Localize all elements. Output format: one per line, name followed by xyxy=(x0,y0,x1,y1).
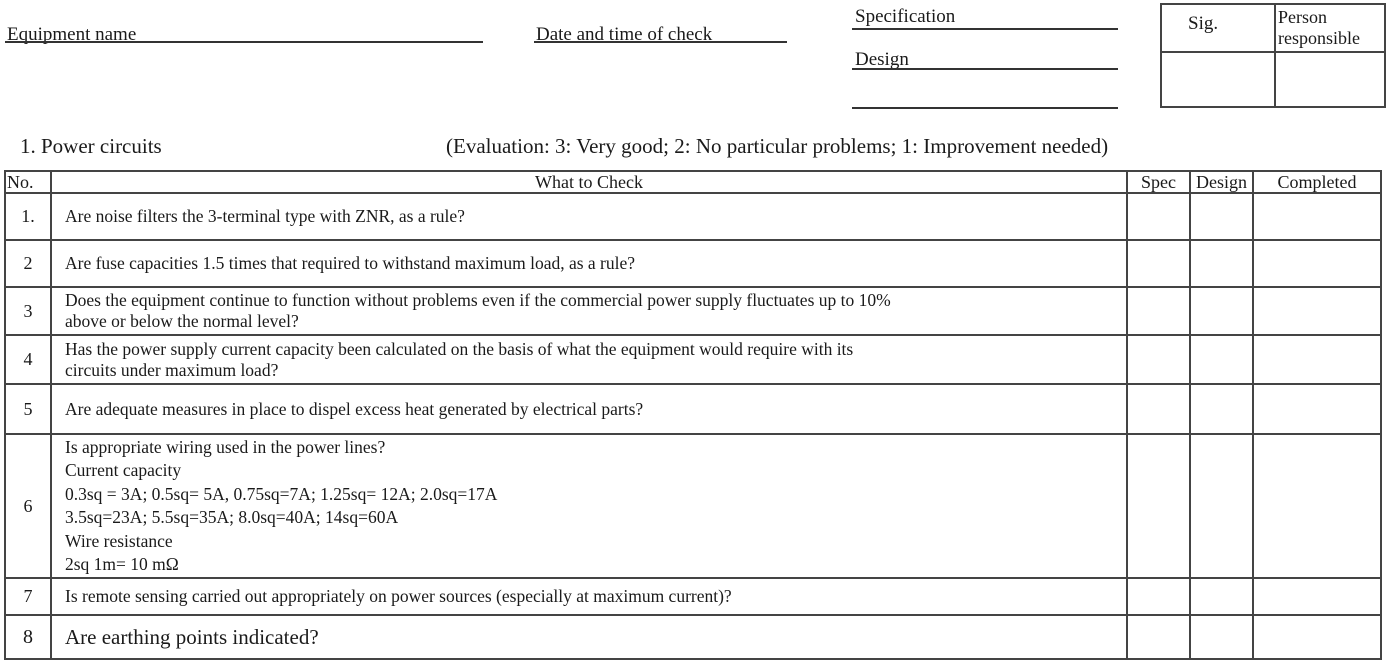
spec-cell[interactable] xyxy=(1127,287,1190,335)
check-question xyxy=(51,240,1127,287)
row-number: 2 xyxy=(5,240,51,287)
spec-cell[interactable] xyxy=(1127,193,1190,240)
completed-cell[interactable] xyxy=(1253,193,1381,240)
question-line: Are noise filters the 3-terminal type with ZNR, as a rule? xyxy=(65,206,465,226)
table-row xyxy=(5,615,1381,659)
table-row xyxy=(5,384,1381,434)
table-row xyxy=(5,240,1381,287)
table-row xyxy=(5,287,1381,335)
design-cell[interactable] xyxy=(1190,193,1253,240)
check-question xyxy=(51,434,1127,578)
row-number: 6 xyxy=(5,434,51,578)
column-header-no: No. xyxy=(5,171,51,193)
question-line: Are adequate measures in place to dispel excess heat generated by electrical parts? xyxy=(65,398,644,419)
question-line: Are earthing points indicated? xyxy=(65,624,319,649)
person-responsible-cell[interactable] xyxy=(1276,52,1384,106)
table-row xyxy=(5,193,1381,240)
date-time-field[interactable] xyxy=(534,41,787,43)
spec-cell[interactable] xyxy=(1127,384,1190,434)
check-question xyxy=(51,193,1127,240)
spec-cell[interactable] xyxy=(1127,434,1190,578)
design-cell[interactable] xyxy=(1190,578,1253,615)
spec-cell[interactable] xyxy=(1127,615,1190,659)
check-question xyxy=(51,335,1127,384)
design-cell[interactable] xyxy=(1190,287,1253,335)
row-number: 8 xyxy=(5,615,51,659)
column-header-spec: Spec xyxy=(1127,171,1190,193)
row-number: 1. xyxy=(5,193,51,240)
spec-cell[interactable] xyxy=(1127,335,1190,384)
completed-cell[interactable] xyxy=(1253,335,1381,384)
question-line: 3.5sq=23A; 5.5sq=35A; 8.0sq=40A; 14sq=60A xyxy=(65,507,399,527)
check-question xyxy=(51,287,1127,335)
completed-cell[interactable] xyxy=(1253,240,1381,287)
signature-box xyxy=(1160,3,1386,108)
section-title: 1. Power circuits xyxy=(20,134,162,158)
check-question xyxy=(51,384,1127,434)
row-number: 5 xyxy=(5,384,51,434)
check-question xyxy=(51,615,1127,659)
evaluation-note: (Evaluation: 3: Very good; 2: No particular problems; 1: Improvement needed) xyxy=(446,134,1109,158)
row-number: 7 xyxy=(5,578,51,615)
question-line: Is remote sensing carried out appropriately on power sources (especially at maximum current)? xyxy=(65,586,732,606)
question-line: Does the equipment continue to function without problems even if the commercial power supply fluctuates up to 10% xyxy=(65,290,891,310)
question-line: Current capacity xyxy=(65,460,182,480)
column-header-completed: Completed xyxy=(1253,171,1381,193)
design-label: Design xyxy=(855,49,909,70)
check-table xyxy=(4,170,1382,660)
table-header-row xyxy=(5,171,1381,193)
extra-field[interactable] xyxy=(852,107,1118,109)
equipment-name-field[interactable] xyxy=(5,41,483,43)
question-line: circuits under maximum load? xyxy=(65,359,279,380)
spec-cell[interactable] xyxy=(1127,578,1190,615)
question-line: above or below the normal level? xyxy=(65,311,299,331)
check-question xyxy=(51,578,1127,615)
specification-label: Specification xyxy=(855,6,956,27)
design-cell[interactable] xyxy=(1190,615,1253,659)
column-header-what-to-check: What to Check xyxy=(51,171,1127,193)
design-cell[interactable] xyxy=(1190,240,1253,287)
table-row xyxy=(5,434,1381,578)
completed-cell[interactable] xyxy=(1253,384,1381,434)
specification-field[interactable] xyxy=(852,28,1118,30)
completed-cell[interactable] xyxy=(1253,287,1381,335)
question-line: Has the power supply current capacity been calculated on the basis of what the equipment would require with its xyxy=(65,338,854,359)
row-number: 4 xyxy=(5,335,51,384)
sig-cell[interactable] xyxy=(1162,52,1273,106)
equipment-name-label: Equipment name xyxy=(7,24,137,45)
design-field[interactable] xyxy=(852,68,1118,70)
design-cell[interactable] xyxy=(1190,384,1253,434)
question-line: Is appropriate wiring used in the power lines? xyxy=(65,436,386,457)
question-line: Are fuse capacities 1.5 times that required to withstand maximum load, as a rule? xyxy=(65,253,636,273)
table-row xyxy=(5,335,1381,384)
table-row xyxy=(5,578,1381,615)
spec-cell[interactable] xyxy=(1127,240,1190,287)
question-line: 2sq 1m= 10 mΩ xyxy=(65,554,179,574)
sig-label: Sig. xyxy=(1188,13,1219,34)
column-header-design: Design xyxy=(1190,171,1253,193)
row-number: 3 xyxy=(5,287,51,335)
question-line: Wire resistance xyxy=(65,530,173,551)
date-time-label: Date and time of check xyxy=(536,24,713,45)
question-line: 0.3sq = 3A; 0.5sq= 5A, 0.75sq=7A; 1.25sq= 12A; 2.0sq=17A xyxy=(65,483,498,504)
design-cell[interactable] xyxy=(1190,434,1253,578)
completed-cell[interactable] xyxy=(1253,615,1381,659)
completed-cell[interactable] xyxy=(1253,434,1381,578)
completed-cell[interactable] xyxy=(1253,578,1381,615)
person-responsible-label: Person responsible xyxy=(1278,7,1360,48)
design-cell[interactable] xyxy=(1190,335,1253,384)
